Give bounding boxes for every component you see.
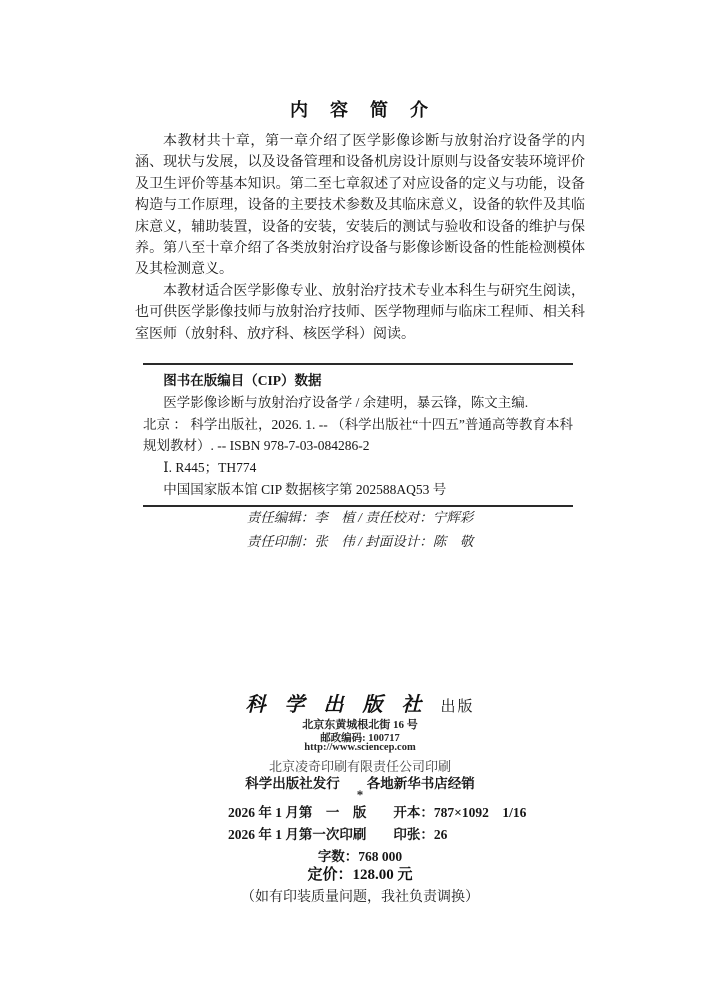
credits-print-design-line: 责任印制：张 伟 / 封面设计：陈 敬 xyxy=(246,533,474,549)
word-count-line: 字数：768 000 xyxy=(317,849,403,864)
price-line: 定价：128.00 元 xyxy=(307,867,413,883)
credits-editors-line: 责任编辑：李 植 / 责任校对：宁辉彩 xyxy=(246,510,474,525)
distribution-line: 科学出版社发行 各地新华书店经销 xyxy=(245,776,475,791)
cip-data-box xyxy=(143,363,573,507)
edition-first-line: 2026 年 1 月第 一 版 开本：787×1092 1/16 xyxy=(228,805,527,820)
edition-print-line: 2026 年 1 月第一次印刷 印张：26 xyxy=(228,826,448,842)
cip-record-line: 中国国家版本馆 CIP 数据核字第 202588AQ53 号 xyxy=(163,481,447,497)
edition-info xyxy=(228,802,578,845)
intro-paragraph: 本教材适合医学影像专业、放射治疗技术专业本科生与研究生阅读，也可供医学影像技师与放射治疗技师、医学物理师与临床工程师、相关科室医师（放射科、放疗科、核医学科）阅读。 xyxy=(135,283,585,342)
publisher-postcode: 邮政编码: 100717 xyxy=(320,733,400,744)
intro-section xyxy=(135,131,585,345)
cip-publisher-line: 北京 ： 科学出版社，2026. 1. -- （科学出版社“十四五”普通高等教育本科规划教材）. -- ISBN 978-7-03-084286-2 xyxy=(143,416,573,454)
staff-credits xyxy=(0,506,720,553)
publisher-address: 北京东黄城根北街 16 号 xyxy=(302,719,418,731)
publisher-logo xyxy=(0,688,720,717)
cip-heading: 图书在版编目（CIP）数据 xyxy=(163,373,322,388)
intro-paragraph: 本教材共十章，第一章介绍了医学影像诊断与放射治疗设备学的内涵、现状与发展，以及设备管理和设备机房设计原则与设备安装环境评价及卫生评价等基本知识。第二至七章叙述了对应设备的定义与功能，设备构造与工作原理，设备的主要技术参数及其临床意义，设备的软件及其临床意义，辅助装置，设备的安装，安装后的测试与验收和设备的维护与保养。第八至十章介绍了各类放射治疗设备与影像诊断设备的性能检测模体及其检测意义。 xyxy=(135,134,585,278)
printer-line: 北京凌奇印刷有限责任公司印刷 xyxy=(268,759,451,774)
publisher-logo-suffix: 出版 xyxy=(440,699,475,715)
publisher-logo-script: 科 学 出 版 社 xyxy=(245,694,429,716)
page-title: 内 容 简 介 xyxy=(290,100,430,120)
separator-star: * xyxy=(356,787,364,802)
quality-exchange-note: （如有印装质量问题，我社负责调换） xyxy=(241,890,479,905)
cip-classification-line: Ⅰ. R445；TH774 xyxy=(163,460,257,476)
publisher-website: http://www.sciencep.com xyxy=(304,742,416,753)
cip-title-line: 医学影像诊断与放射治疗设备学 / 余建明，暴云锋，陈文主编. xyxy=(163,394,529,410)
